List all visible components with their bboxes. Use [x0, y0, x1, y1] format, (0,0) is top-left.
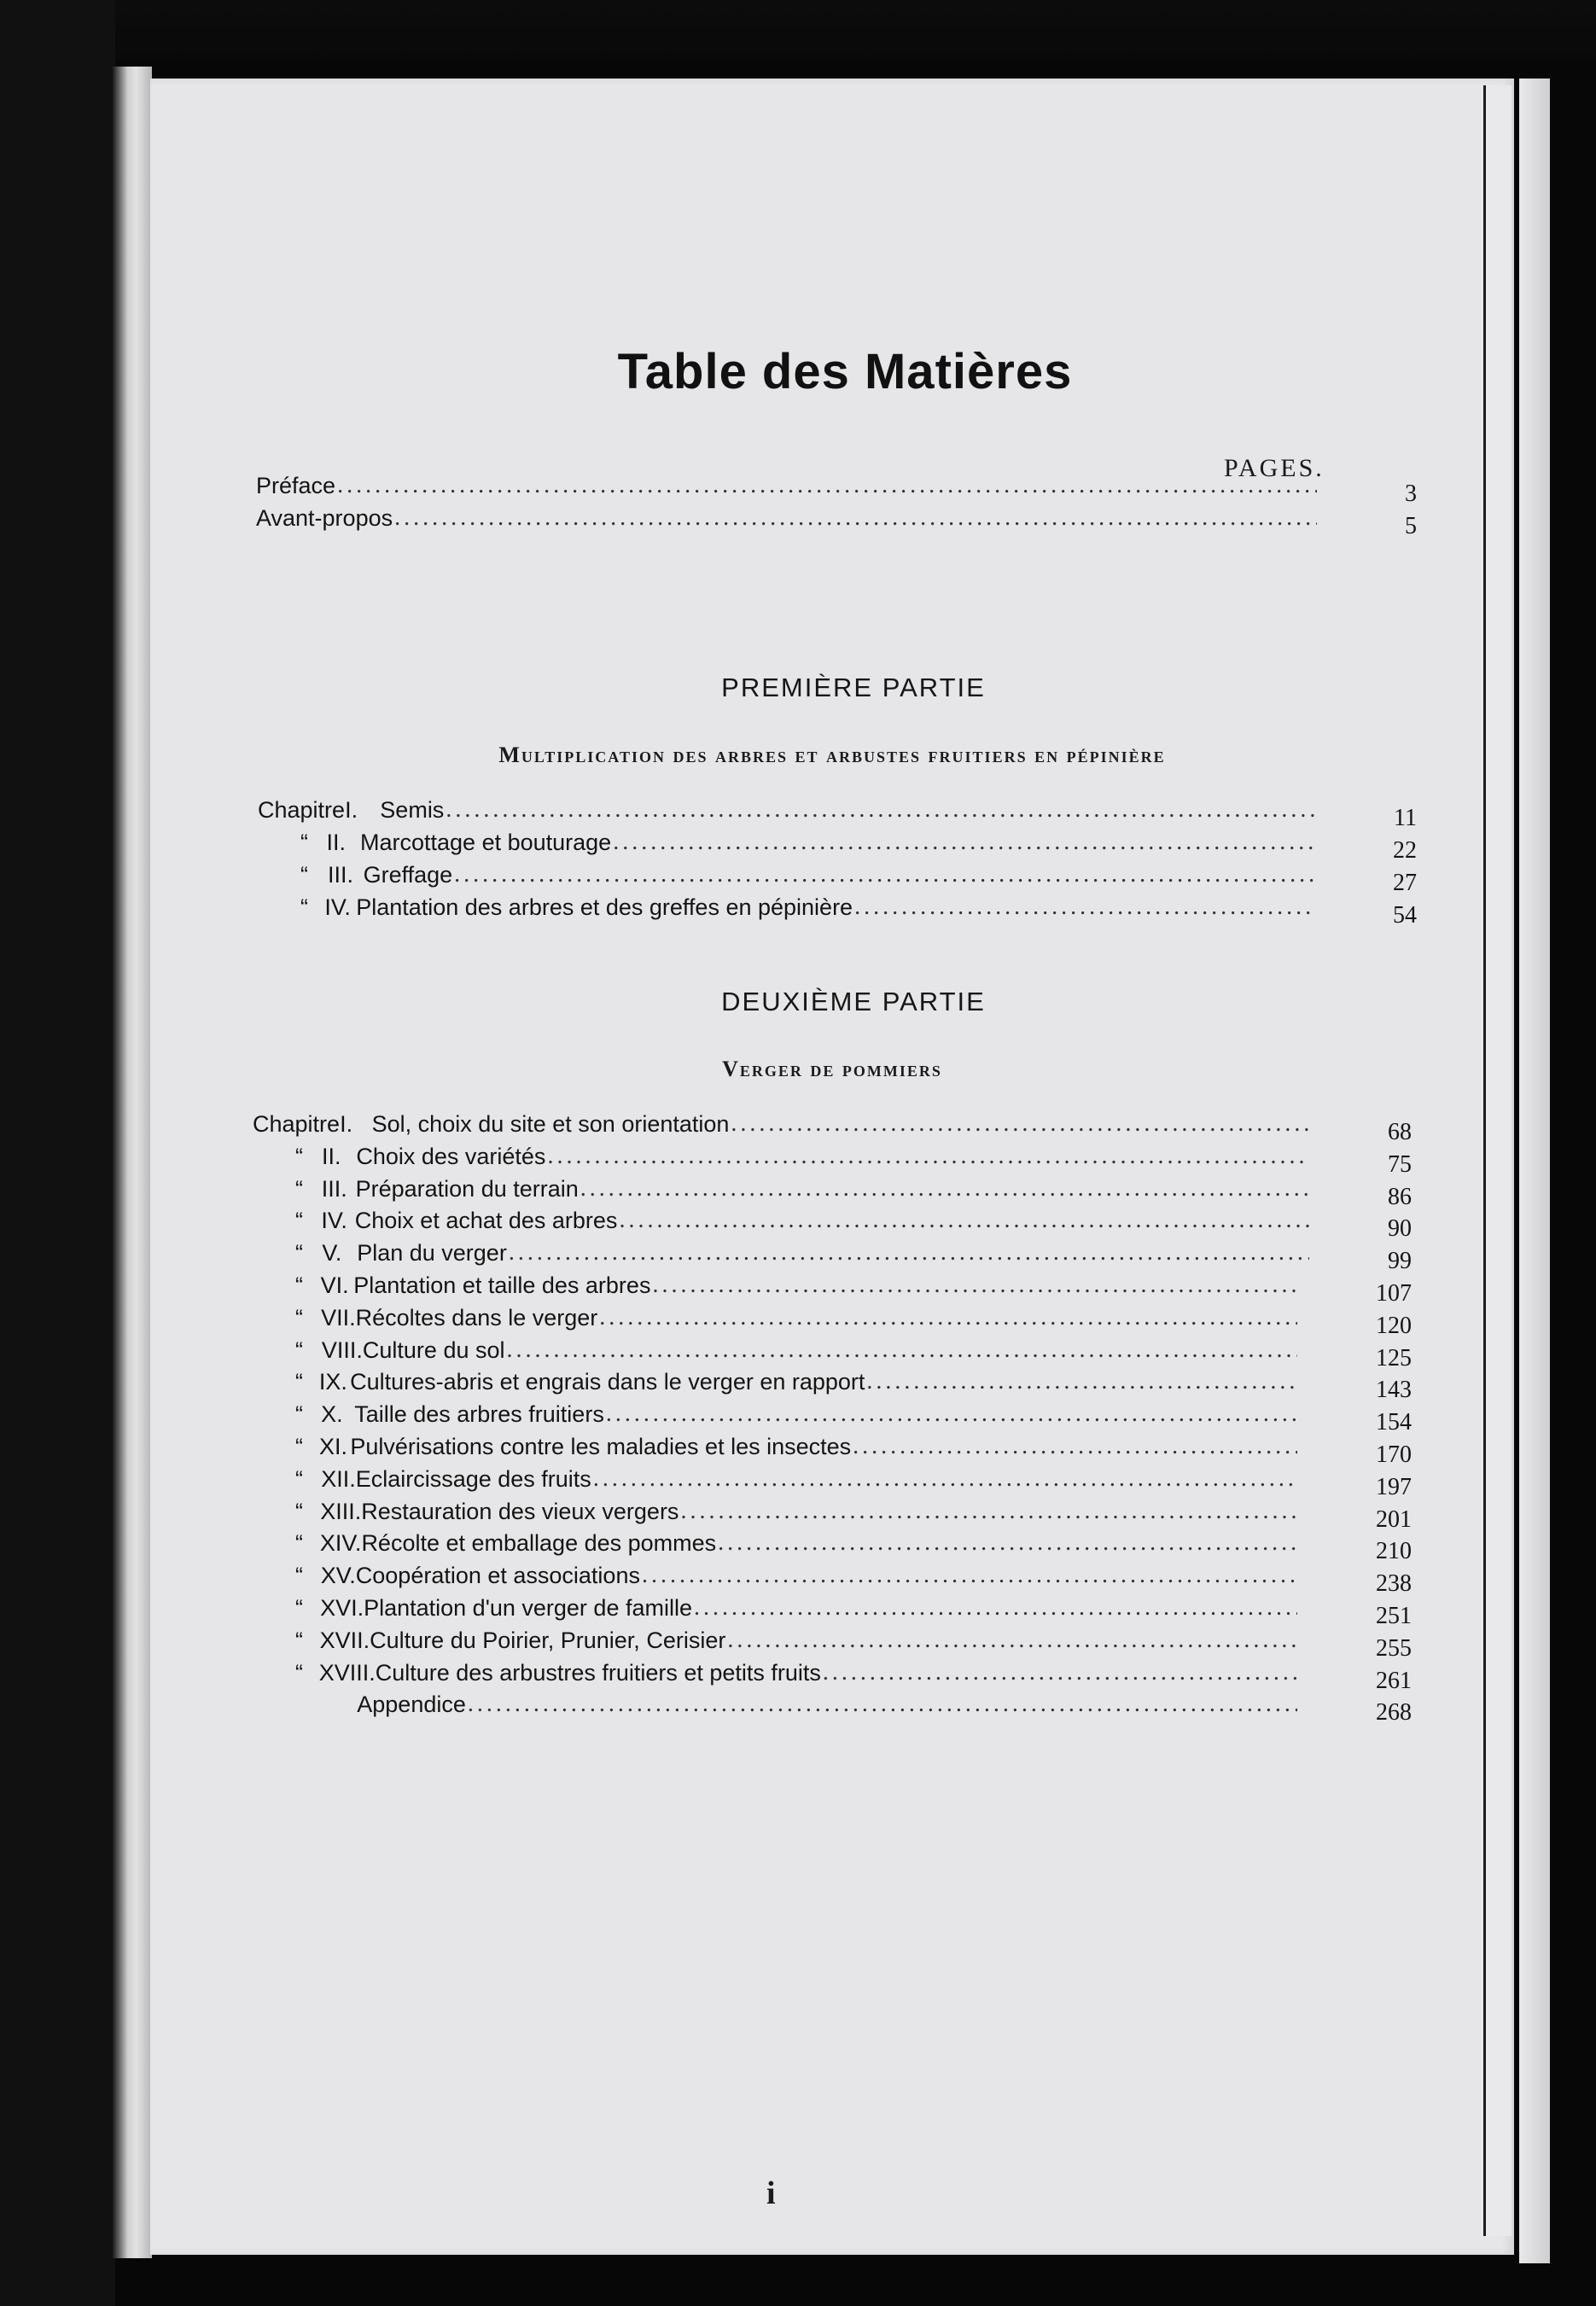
chapter-label: “ [295, 1659, 303, 1686]
leader-dots [507, 1334, 1298, 1366]
entry-title: Préface [256, 473, 336, 498]
entry-title: Sol, choix du site et son orientation [371, 1111, 730, 1137]
leader-dots [731, 1108, 1309, 1140]
page-ref: 99 [1388, 1248, 1412, 1275]
toc-entry [361, 1527, 1297, 1559]
chapter-label: “ [295, 1369, 303, 1395]
entry-title: Plantation et taille des arbres [353, 1272, 651, 1298]
front-matter-row [256, 502, 1417, 539]
page-ref: 201 [1376, 1505, 1412, 1533]
page-ref: 238 [1376, 1570, 1412, 1598]
entry-title: Appendice [357, 1692, 466, 1718]
page-ref: 54 [1392, 902, 1417, 929]
page-ref: 255 [1376, 1634, 1412, 1662]
chapter-label: “ [295, 1272, 303, 1298]
entry-title: Restauration des vieux vergers [361, 1498, 679, 1524]
chapter-row [253, 1173, 1412, 1210]
toc-entry [357, 1237, 1309, 1269]
chapter-number: VI. [320, 1272, 349, 1298]
toc-entry [354, 1398, 1297, 1430]
leader-dots [642, 1559, 1297, 1592]
entry-title: Préparation du terrain [355, 1175, 579, 1202]
entry-title: Taille des arbres fruitiers [354, 1401, 604, 1428]
chapter-number: XII. [321, 1465, 356, 1492]
chapter-row [253, 1657, 1412, 1694]
leader-dots [853, 1430, 1297, 1463]
chapter-row [253, 1559, 1412, 1598]
book-page [150, 79, 1514, 2255]
page-ref: 154 [1376, 1409, 1412, 1436]
page-ref: 251 [1376, 1603, 1412, 1629]
chapter-row [253, 1237, 1412, 1275]
leader-dots [718, 1527, 1297, 1559]
toc-entry [364, 859, 1314, 891]
toc-entry [361, 1495, 1297, 1528]
page-ref: 143 [1376, 1377, 1412, 1404]
toc-entry [256, 469, 1317, 502]
leader-dots [727, 1624, 1297, 1657]
chapter-row [253, 1624, 1412, 1662]
chapter-label: “ [295, 1336, 303, 1363]
entry-title: Avant-propos [256, 505, 393, 531]
chapter-row [253, 1527, 1412, 1565]
front-matter-row [256, 469, 1417, 507]
toc-entry [370, 1624, 1297, 1657]
toc-entry [356, 1463, 1297, 1495]
toc-entry [355, 1204, 1309, 1237]
page-ref: 125 [1376, 1344, 1412, 1371]
chapter-row [253, 1463, 1412, 1500]
toc-entry [356, 891, 1314, 923]
toc-entry [256, 502, 1317, 534]
page-title: Table des Matières [617, 344, 1073, 399]
chapter-row [258, 891, 1417, 929]
next-page-edge [1519, 79, 1550, 2263]
entry-title: Pulvérisations contre les maladies et les insectes [350, 1434, 852, 1459]
page-ref: 197 [1376, 1473, 1412, 1500]
chapter-row [253, 1495, 1412, 1533]
leader-dots [446, 794, 1315, 826]
toc-entry [356, 1301, 1297, 1334]
entry-title: Plantation d'un verger de famille [364, 1595, 692, 1621]
leader-dots [619, 1204, 1309, 1237]
part-one-subheading: Multiplication des arbres et arbustes fruitiers en pépinière [498, 742, 1166, 767]
page-ref: 90 [1388, 1215, 1412, 1243]
entry-title: Eclaircissage des fruits [355, 1465, 591, 1492]
chapter-number: X. [321, 1401, 343, 1428]
chapter-label: “ [295, 1627, 303, 1653]
chapter-label: “ [295, 1143, 303, 1169]
chapter-number: V. [322, 1240, 342, 1267]
leader-dots [606, 1398, 1297, 1430]
entry-title: Semis [380, 797, 445, 823]
leader-dots [613, 826, 1314, 859]
chapter-row [253, 1204, 1412, 1243]
toc-entry [376, 1657, 1297, 1689]
entry-title: Coopération et associations [355, 1563, 640, 1589]
chapter-number: XVIII. [318, 1659, 376, 1686]
chapter-row [253, 1398, 1412, 1436]
page-ref: 170 [1376, 1441, 1412, 1468]
entry-title: Culture du sol [362, 1336, 505, 1363]
entry-title: Choix des variétés [356, 1143, 546, 1169]
page-ref: 107 [1376, 1280, 1412, 1307]
chapter-label: Chapitre [253, 1111, 341, 1137]
toc-entry [380, 794, 1315, 826]
chapter-label: “ [295, 1498, 303, 1524]
chapter-row [253, 1140, 1412, 1178]
leader-dots [593, 1463, 1297, 1495]
chapter-label: “ [300, 862, 308, 888]
page-number: i [766, 2175, 776, 2211]
chapter-number: III. [327, 862, 353, 888]
toc-entry [372, 1108, 1309, 1140]
leader-dots [337, 469, 1317, 502]
page-ref: 261 [1376, 1667, 1412, 1694]
page-right-margin-strip [1483, 85, 1512, 2236]
chapter-row [253, 1688, 1412, 1727]
chapter-label: “ [295, 1530, 303, 1557]
entry-title: Récoltes dans le verger [355, 1304, 598, 1331]
page-ref: 22 [1393, 837, 1417, 864]
chapter-row [253, 1301, 1412, 1339]
page-ref: 27 [1393, 870, 1417, 896]
chapter-number: VIII. [321, 1336, 363, 1363]
leader-dots [823, 1657, 1297, 1689]
page-content [150, 79, 1514, 2255]
leader-dots [580, 1173, 1309, 1205]
leader-dots [468, 1688, 1297, 1721]
chapter-label: “ [295, 1401, 303, 1428]
page-ref: 86 [1388, 1183, 1412, 1210]
toc-entry [357, 1688, 1297, 1721]
toc-entry [353, 1269, 1297, 1301]
page-ref: 3 [1405, 480, 1417, 507]
book-spine [113, 67, 152, 2258]
chapter-label: “ [295, 1595, 303, 1621]
chapter-number: I. [345, 797, 358, 823]
chapter-label: “ [300, 894, 308, 920]
pages-column-header: PAGES. [1224, 454, 1325, 482]
toc-entry [350, 1366, 1297, 1398]
page-ref: 68 [1388, 1119, 1412, 1145]
chapter-number: II. [322, 1143, 341, 1169]
chapter-number: IX. [318, 1369, 347, 1395]
chapter-number: VII. [321, 1304, 356, 1331]
chapter-row [258, 794, 1417, 831]
chapter-number: II. [326, 830, 346, 855]
chapter-number: I. [340, 1111, 353, 1137]
chapter-label: “ [295, 1175, 303, 1202]
toc-entry [356, 1140, 1309, 1173]
chapter-row [253, 1108, 1412, 1145]
chapter-label: “ [295, 1465, 303, 1492]
chapter-number: XI. [318, 1434, 347, 1459]
toc-entry [364, 1592, 1297, 1624]
leader-dots [652, 1269, 1297, 1301]
toc-entry [363, 1334, 1297, 1366]
chapter-label: “ [295, 1563, 303, 1589]
chapter-number: XIII. [320, 1498, 362, 1524]
part-two-subheading: Verger de pommiers [722, 1057, 942, 1081]
chapter-number: XVI. [320, 1595, 364, 1621]
part-two-heading: DEUXIÈME PARTIE [721, 987, 986, 1016]
leader-dots [599, 1301, 1297, 1334]
entry-title: Plantation des arbres et des greffes en pépinière [356, 894, 853, 920]
chapter-label: “ [295, 1304, 303, 1331]
entry-title: Récolte et emballage des pommes [361, 1530, 717, 1557]
entry-title: Plan du verger [357, 1240, 507, 1267]
scan-background-top [0, 0, 1596, 60]
page-ref: 5 [1405, 513, 1417, 539]
toc-entry [350, 1430, 1297, 1463]
chapter-label: “ [295, 1240, 303, 1267]
leader-dots [694, 1592, 1297, 1624]
chapter-number: III. [321, 1175, 347, 1202]
chapter-label: Chapitre [258, 797, 346, 823]
leader-dots [509, 1237, 1309, 1269]
entry-title: Choix et achat des arbres [354, 1208, 618, 1234]
entry-title: Culture des arbustres fruitiers et petits fruits [375, 1659, 821, 1686]
toc-entry [360, 826, 1314, 859]
leader-dots [394, 502, 1317, 534]
leader-dots [680, 1495, 1297, 1528]
chapter-row [258, 859, 1417, 896]
entry-title: Greffage [363, 862, 453, 888]
scan-background-left [0, 0, 115, 2306]
chapter-row [253, 1592, 1412, 1629]
toc-entry [356, 1559, 1297, 1592]
chapter-number: XIV. [319, 1530, 362, 1557]
chapter-number: XVII. [319, 1627, 370, 1653]
chapter-number: IV. [321, 1208, 347, 1234]
page-ref: 75 [1388, 1150, 1412, 1178]
chapter-number: IV. [324, 894, 351, 920]
chapter-label: “ [300, 830, 308, 855]
chapter-row [253, 1269, 1412, 1307]
chapter-number: XV. [320, 1563, 356, 1589]
leader-dots [854, 891, 1314, 923]
toc-entry [356, 1173, 1309, 1205]
part-one-heading: PREMIÈRE PARTIE [721, 673, 986, 702]
entry-title: Marcottage et bouturage [360, 830, 612, 855]
chapter-row [253, 1334, 1412, 1371]
chapter-row [253, 1366, 1412, 1404]
chapter-label: “ [295, 1208, 303, 1234]
page-ref: 268 [1376, 1699, 1412, 1727]
chapter-row [253, 1430, 1412, 1468]
chapter-row [258, 826, 1417, 864]
page-ref: 210 [1376, 1538, 1412, 1565]
chapter-label: “ [295, 1434, 303, 1459]
entry-title: Culture du Poirier, Prunier, Cerisier [370, 1627, 726, 1653]
entry-title: Cultures-abris et engrais dans le verger en rapport [350, 1369, 865, 1395]
leader-dots [866, 1366, 1297, 1398]
leader-dots [454, 859, 1314, 891]
leader-dots [547, 1140, 1309, 1173]
page-ref: 120 [1376, 1312, 1412, 1339]
page-ref: 11 [1394, 805, 1417, 831]
